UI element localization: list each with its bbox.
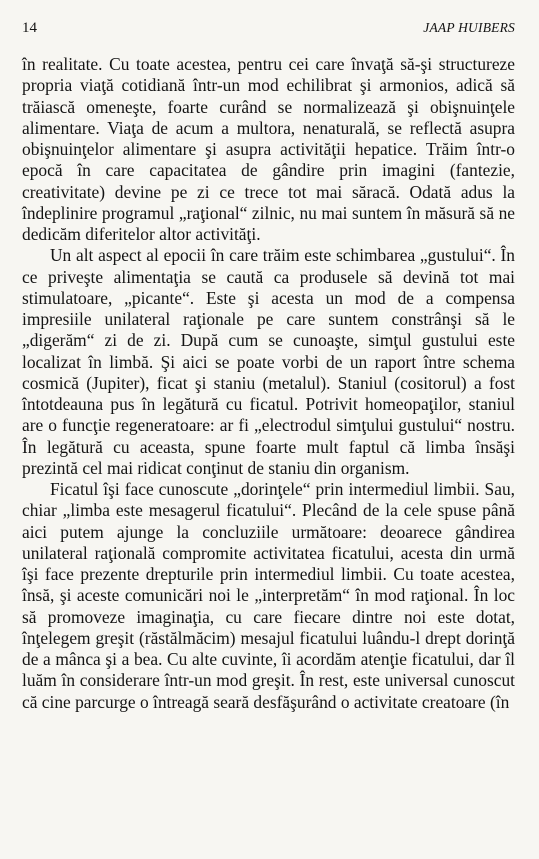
paragraph-gustului: Un alt aspect al epocii în care trăim este schimbarea „gustului“. În ce priveşte alimentaţia se caută ca produsele să devină tot mai stimulatoare, „picante“. Este şi acesta un mod de a compensa impresiile unilateral raţionale pe care suntem constrânşi să le „digerăm“ zi de zi. După cum se cunoaşte, simţul gustului este localizat în limbă. Şi aici se poate vorbi de un raport între schema cosmică (Jupiter), ficat şi staniu (metalul). Staniul (cositorul) a fost întotdeauna pus în legătură cu ficatul. Potrivit homeopaţilor, staniul are o funcţie regeneratoare: ar fi „electrodul simţului gustului“ nostru. În legătură cu aceasta, spune foarte mult faptul că limba însăşi prezintă cel mai ridicat conţinut de staniu din organism. (22, 245, 515, 478)
paragraph-ficatul: Ficatul îşi face cunoscute „dorinţele“ prin intermediul limbii. Sau, chiar „limba este mesagerul ficatului“. Plecând de la cele spuse până aici putem ajunge la concluziile următoare: deoarece gândirea unilateral raţională compromite activitatea ficatului, acesta din urmă îşi face prezente drepturile prin intermediul limbii. Cu toate acestea, însă, şi aceste comunicări noi le „interpretăm“ în mod raţional. În loc să promoveze imaginaţia, cu care fiecare dintre noi este dotat, înţelegem greşit (răstălmăcim) mesajul ficatului luându-l drept dorinţă de a mânca şi a bea. Cu alte cuvinte, îi acordăm atenţie ficatului, dar îl luăm în considerare într-un mod greşit. În rest, este universal cunoscut că cine parcurge o întreagă seară desfăşurând o activitate creatoare (în (22, 479, 515, 712)
paragraph-continued: în realitate. Cu toate acestea, pentru cei care învaţă să-şi structureze propria viaţă cotidiană într-un mod echilibrat şi armonios, adică să trăiască omeneşte, foarte curând se normalizează şi obişnuinţele alimentare. Viaţa de acum a multora, nenaturală, se reflectă asupra obişnuinţelor alimentare şi asupra activităţii hepatice. Trăim într-o epocă în care capacitatea de gândire prin imagini (fantezie, creativitate) devine pe zi ce trece tot mai săracă. Odată adus la îndeplinire programul „raţional“ zilnic, nu mai suntem în măsură să ne dedicăm diferitelor altor activităţi. (22, 54, 515, 244)
page-number: 14 (22, 20, 37, 36)
author-name: JAAP HUIBERS (423, 20, 515, 35)
running-head (22, 20, 515, 42)
body-text (22, 54, 515, 713)
